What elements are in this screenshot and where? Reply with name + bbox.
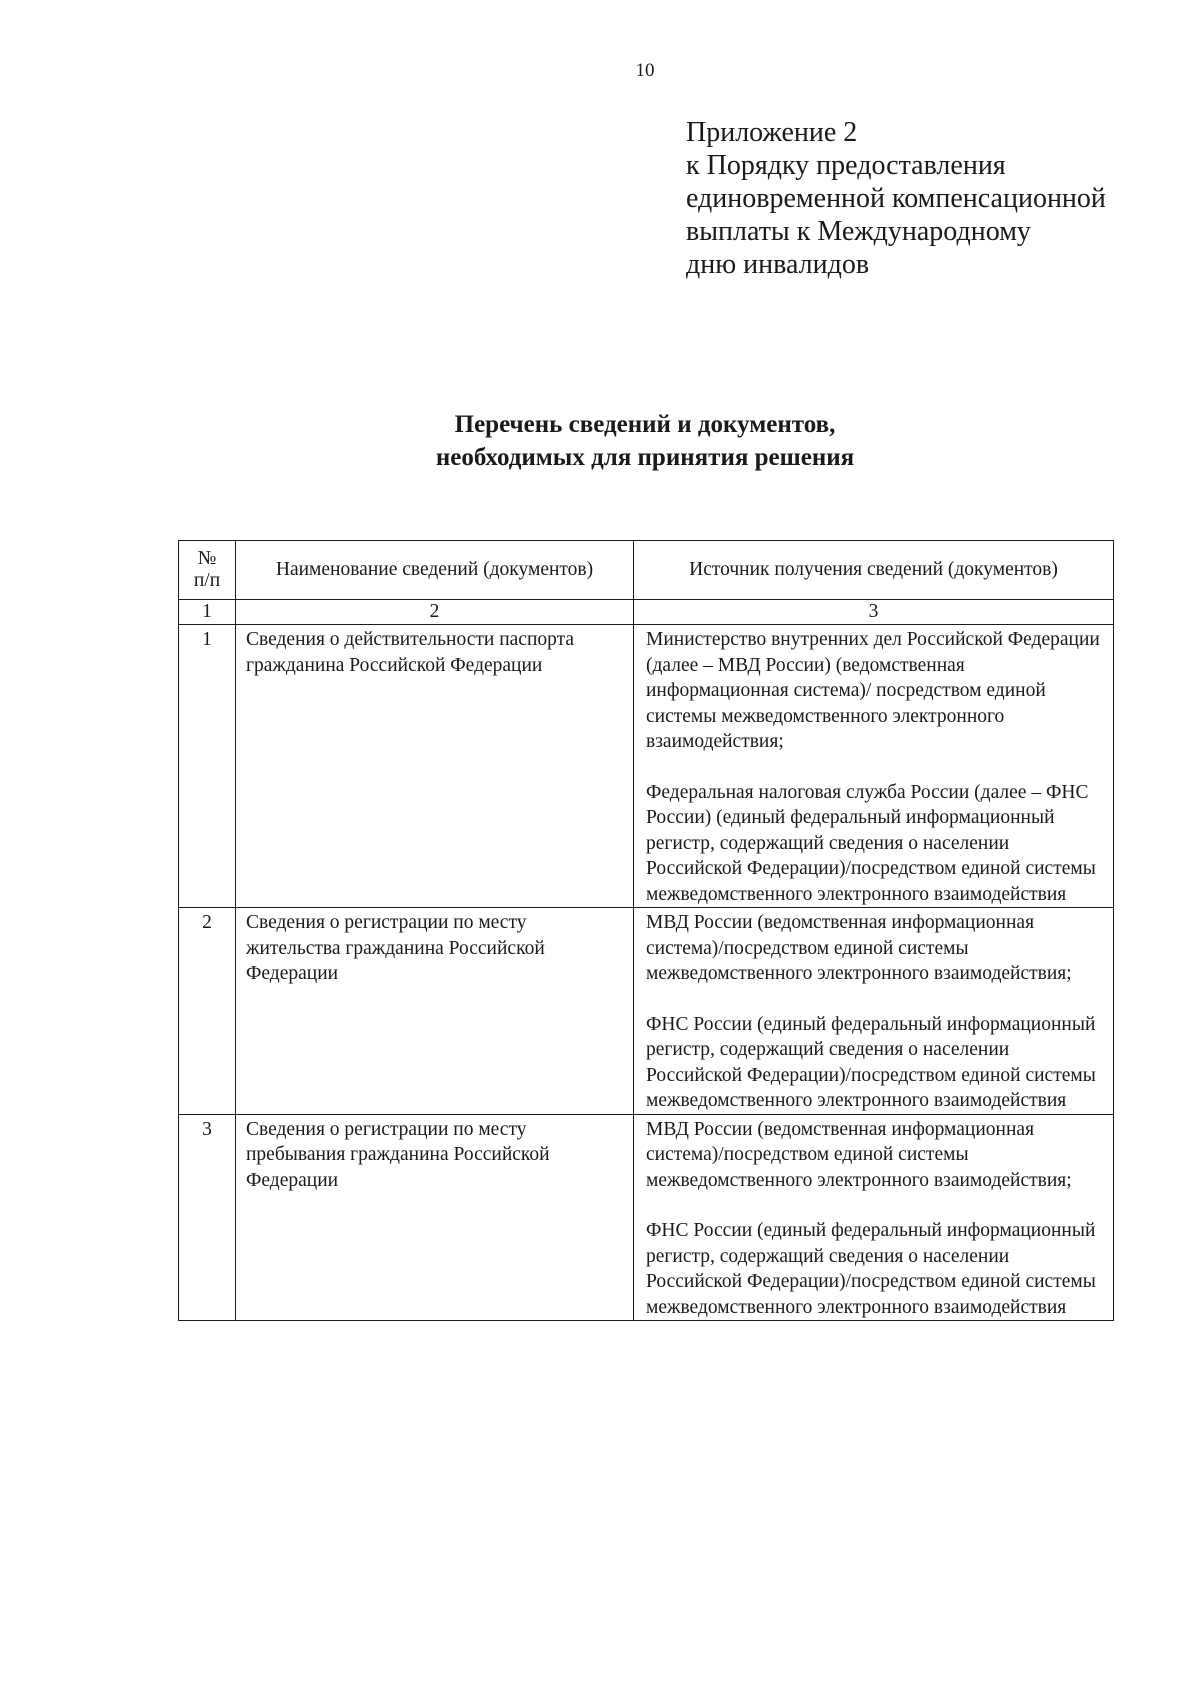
appendix-block	[686, 116, 1106, 281]
table-row	[179, 908, 1114, 1115]
row-number: 3	[179, 1114, 236, 1321]
document-title-line: необходимых для принятия решения	[435, 444, 855, 471]
appendix-line: единовременной компенсационной	[686, 183, 1106, 214]
appendix-line: дню инвалидов	[686, 249, 870, 280]
row-source	[634, 1114, 1114, 1321]
appendix-line: выплаты к Международному	[686, 216, 1031, 247]
documents-table	[178, 540, 1114, 1321]
header-number-sign: №	[197, 548, 217, 569]
source-paragraph: МВД России (ведомственная информационная система)/посредством единой системы межведомственного электронного взаимодействия;	[646, 1118, 1072, 1191]
document-title	[0, 408, 1200, 474]
row-source	[634, 908, 1114, 1115]
page-number: 10	[635, 60, 655, 81]
row-document-name: Сведения о действительности паспорта гражданина Российской Федерации	[236, 625, 634, 908]
source-paragraph: Министерство внутренних дел Российской Федерации (далее – МВД России) (ведомственная информационная система)/ посредством единой системы межведомственного электронного взаимодействия;	[646, 629, 1100, 752]
appendix-line: к Порядку предоставления	[686, 150, 1006, 181]
table-header-row	[179, 541, 1114, 600]
header-name: Наименование сведений (документов)	[236, 541, 634, 600]
column-number: 3	[634, 600, 1114, 625]
header-number-abbr: п/п	[193, 570, 221, 591]
document-title-line: Перечень сведений и документов,	[454, 411, 836, 438]
header-number	[179, 541, 236, 600]
source-paragraph: ФНС России (единый федеральный информационный регистр, содержащий сведения о населении Российской Федерации)/посредством единой системы межведомственного электронного взаимодействия	[646, 1013, 1096, 1111]
header-source: Источник получения сведений (документов)	[634, 541, 1114, 600]
source-paragraph: МВД России (ведомственная информационная система)/посредством единой системы межведомственного электронного взаимодействия;	[646, 912, 1072, 984]
column-number: 2	[236, 600, 634, 625]
row-source	[634, 625, 1114, 908]
row-document-name: Сведения о регистрации по месту пребывания гражданина Российской Федерации	[236, 1114, 634, 1321]
appendix-line: Приложение 2	[686, 117, 858, 148]
source-paragraph: Федеральная налоговая служба России (далее – ФНС России) (единый федеральный информационный регистр, содержащий сведения о населении Российской Федерации)/посредством единой системы межведомственного электронного взаимодействия	[646, 781, 1096, 905]
row-number: 2	[179, 908, 236, 1115]
column-number: 1	[179, 600, 236, 625]
source-paragraph: ФНС России (единый федеральный информационный регистр, содержащий сведения о населении Российской Федерации)/посредством единой системы межведомственного электронного взаимодействия	[646, 1220, 1096, 1318]
row-document-name: Сведения о регистрации по месту жительства гражданина Российской Федерации	[236, 908, 634, 1115]
row-number: 1	[179, 625, 236, 908]
table-row	[179, 1114, 1114, 1321]
table-row	[179, 625, 1114, 908]
column-numbers-row	[179, 600, 1114, 625]
